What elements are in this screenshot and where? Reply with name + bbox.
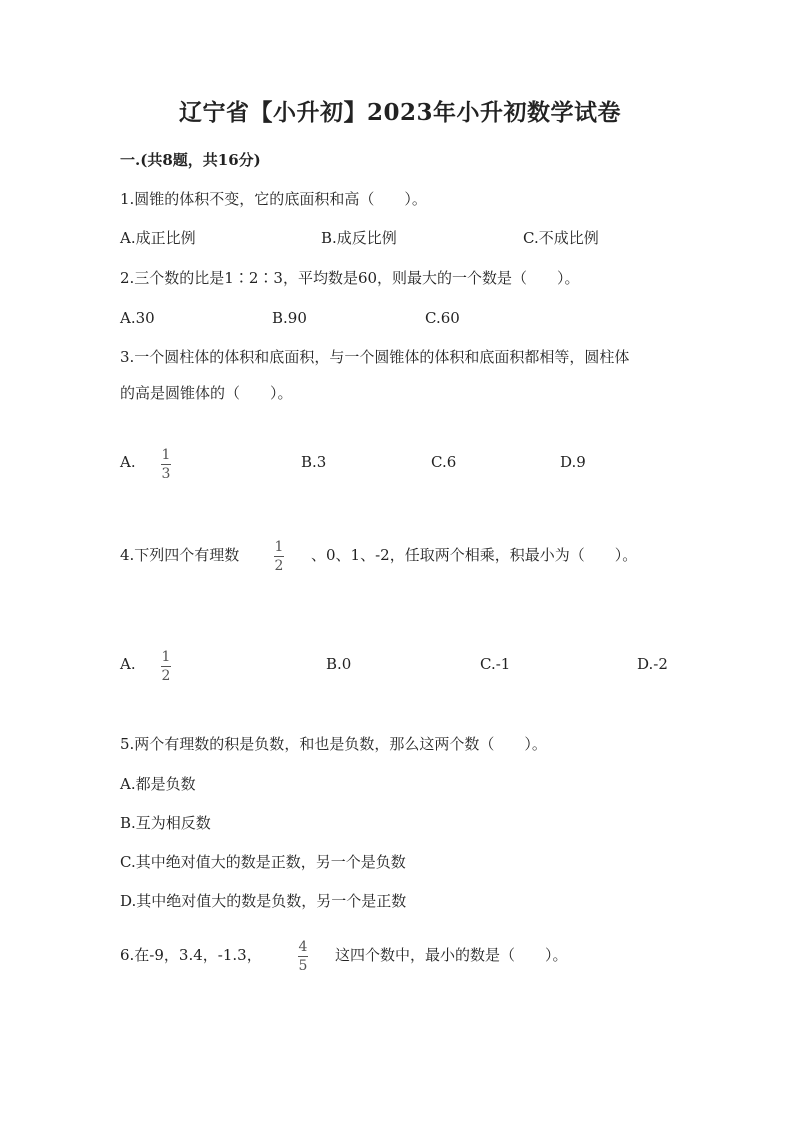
question-3-option-c: C.6 bbox=[431, 453, 457, 471]
question-3-option-b: B.3 bbox=[301, 453, 327, 471]
fraction-denominator: 3 bbox=[161, 466, 171, 482]
question-2-option-b: B.90 bbox=[272, 309, 307, 327]
fraction-denominator: 2 bbox=[274, 558, 284, 574]
fraction-numerator: 1 bbox=[274, 539, 284, 555]
fraction-denominator: 2 bbox=[161, 668, 171, 684]
question-4-option-c: C.-1 bbox=[480, 655, 511, 673]
question-4-stem-suffix: 、0、1、-2，任取两个相乘，积最小为（ ）。 bbox=[311, 546, 638, 564]
question-2-option-c: C.60 bbox=[425, 309, 460, 327]
question-3-stem-line2: 的高是圆锥体的（ ）。 bbox=[120, 384, 293, 402]
exam-title: 辽宁省【小升初】2023年小升初数学试卷 bbox=[178, 99, 621, 126]
fraction-numerator: 1 bbox=[161, 649, 171, 665]
question-5-option-b: B.互为相反数 bbox=[120, 814, 211, 832]
question-1-stem: 1.圆锥的体积不变，它的底面积和高（ ）。 bbox=[120, 190, 427, 208]
question-3-option-a-label: A. bbox=[120, 453, 136, 471]
fraction-bar bbox=[298, 956, 308, 957]
fraction-numerator: 1 bbox=[161, 447, 171, 463]
question-6-stem-suffix: 这四个数中，最小的数是（ ）。 bbox=[335, 946, 568, 964]
question-4-stem-prefix: 4.下列四个有理数 bbox=[120, 546, 240, 564]
fraction-bar bbox=[161, 666, 171, 667]
fraction-denominator: 5 bbox=[298, 958, 308, 974]
fraction-bar bbox=[274, 556, 284, 557]
question-4-option-a-fraction bbox=[161, 649, 171, 684]
question-6-stem-prefix: 6.在-9，3.4，-1.3， bbox=[120, 946, 262, 964]
question-3-option-d: D.9 bbox=[560, 453, 586, 471]
question-1-option-a: A.成正比例 bbox=[120, 229, 196, 247]
question-5-option-c: C.其中绝对值大的数是正数，另一个是负数 bbox=[120, 853, 406, 871]
question-5-option-d: D.其中绝对值大的数是负数，另一个是正数 bbox=[120, 892, 407, 910]
question-4-option-d: D.-2 bbox=[637, 655, 668, 673]
section-heading: 一.(共8题，共16分) bbox=[120, 151, 261, 169]
question-4-stem-fraction bbox=[274, 539, 284, 574]
question-5-stem: 5.两个有理数的积是负数，和也是负数，那么这两个数（ ）。 bbox=[120, 735, 547, 753]
question-3-stem-line1: 3.一个圆柱体的体积和底面积，与一个圆锥体的体积和底面积都相等，圆柱体 bbox=[120, 348, 630, 366]
question-4-option-b: B.0 bbox=[326, 655, 352, 673]
question-6-stem-fraction bbox=[298, 939, 308, 974]
question-4-option-a-label: A. bbox=[120, 655, 136, 673]
question-1-option-b: B.成反比例 bbox=[321, 229, 397, 247]
question-2-stem: 2.三个数的比是1∶2∶3，平均数是60，则最大的一个数是（ ）。 bbox=[120, 269, 580, 287]
question-1-option-c: C.不成比例 bbox=[523, 229, 599, 247]
question-3-option-a-fraction bbox=[161, 447, 171, 482]
fraction-bar bbox=[161, 464, 171, 465]
question-5-option-a: A.都是负数 bbox=[120, 775, 196, 793]
fraction-numerator: 4 bbox=[298, 939, 308, 955]
question-2-option-a: A.30 bbox=[120, 309, 155, 327]
